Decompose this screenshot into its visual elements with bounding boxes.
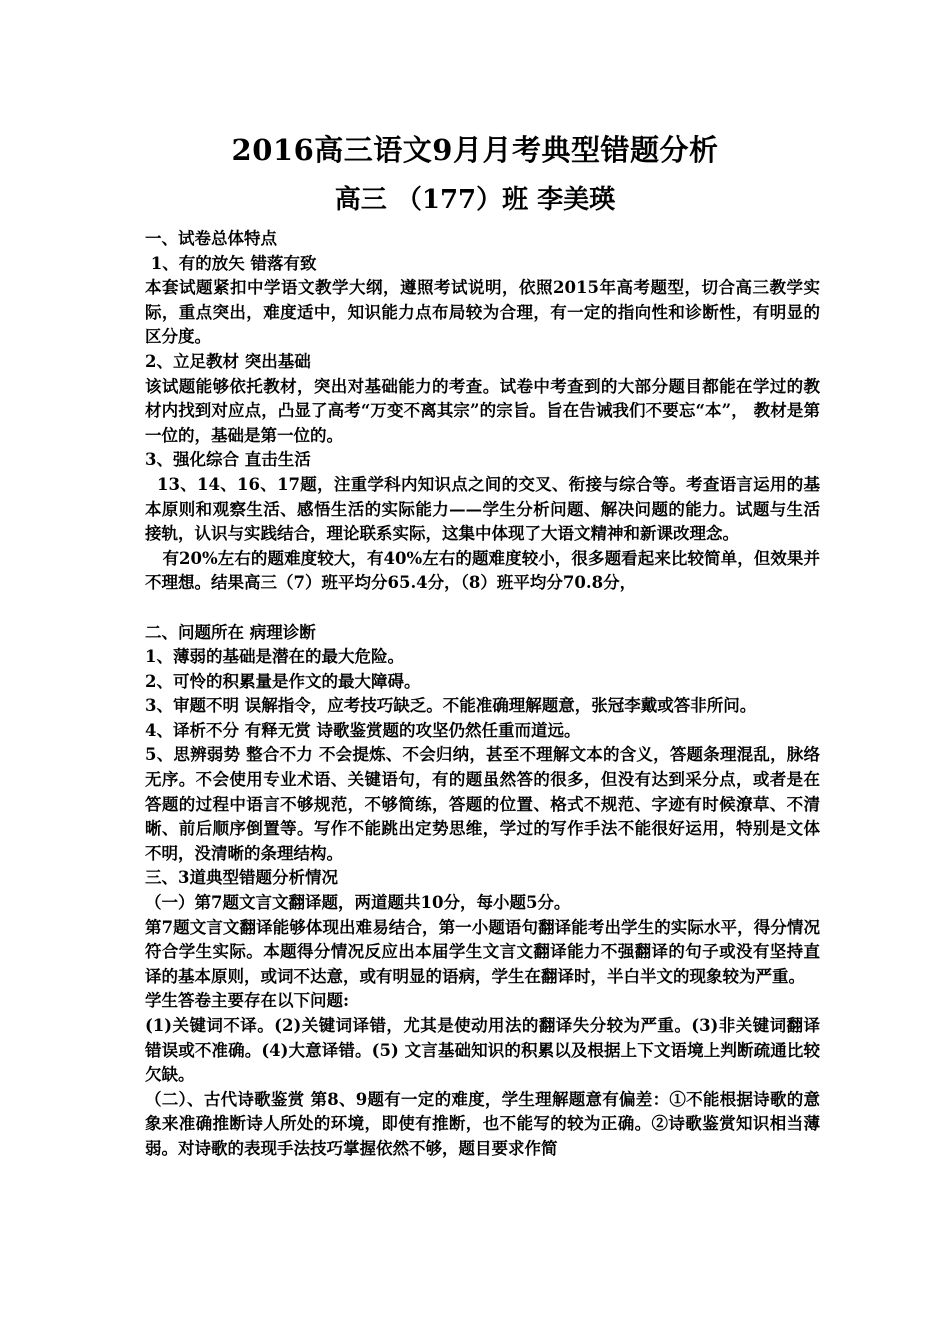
paragraph: 该试题能够依托教材，突出对基础能力的考查。试卷中考查到的大部分题目都能在学过的教材内找到对应点，凸显了高考“万变不离其宗”的宗旨。旨在告诫我们不要忘“本”， 教材是第一位的，基础是第一位的。 <box>145 376 820 445</box>
section-heading-3: 三、3道典型错题分析情况 <box>145 868 338 888</box>
list-item: 1、薄弱的基础是潜在的最大危险。 <box>145 647 404 667</box>
subheading-1-3: 3、强化综合 直击生活 <box>145 450 311 470</box>
paragraph: 有20%左右的题难度较大，有40%左右的题难度较小，很多题看起来比较简单，但效果并不理想。结果高三（7）班平均分65.4分，（8）班平均分70.8分， <box>145 548 821 593</box>
blank-line <box>145 596 820 621</box>
document-body <box>145 227 820 1162</box>
document-subtitle: 高三 （177）班 李美瑛 <box>334 185 616 215</box>
paragraph: 第7题文言文翻译能够体现出难易结合，第一小题语句翻译能考出学生的实际水平，得分情况符合学生实际。本题得分情况反应出本届学生文言文翻译能力不强翻译的句子或没有坚持直译的基本原则，或词不达意，或有明显的语病，学生在翻译时，半白半文的现象较为严重。 <box>145 917 820 986</box>
subheading-1-2: 2、立足教材 突出基础 <box>145 351 311 371</box>
list-item: 2、可怜的积累量是作文的最大障碍。 <box>145 671 421 691</box>
section-heading-2: 二、问题所在 病理诊断 <box>145 622 316 642</box>
list-item: 3、审题不明 误解指令，应考技巧缺乏。不能准确理解题意，张冠李戴或答非所问。 <box>145 696 757 716</box>
paragraph: 学生答卷主要存在以下问题: <box>145 991 350 1011</box>
paragraph: 本套试题紧扣中学语文教学大纲，遵照考试说明，依照2015年高考题型，切合高三教学实际，重点突出，难度适中，知识能力点布局较为合理，有一定的指向性和诊断性，有明显的区分度。 <box>145 278 820 347</box>
subheading-1-1: 1、有的放矢 错落有致 <box>145 253 317 273</box>
paragraph: （二）、古代诗歌鉴赏 第8、9题有一定的难度，学生理解题意有偏差：①不能根据诗歌的意象来准确推断诗人所处的环境，即使有推断，也不能写的较为正确。②诗歌鉴赏知识相当薄弱。对诗歌的表现手法技巧掌握依然不够，题目要求作简 <box>145 1089 820 1158</box>
paragraph: 13、14、16、17题，注重学科内知识点之间的交叉、衔接与综合等。考查语言运用的基本原则和观察生活、感悟生活的实际能力——学生分析问题、解决问题的能力。试题与生活接轨，认识与实践结合，理论联系实际，这集中体现了大语文精神和新课改理念。 <box>145 474 820 544</box>
document-title: 2016高三语文9月月考典型错题分析 <box>231 133 719 167</box>
list-item: 4、译析不分 有释无赏 诗歌鉴赏题的攻坚仍然任重而道远。 <box>145 720 581 740</box>
list-item: 5、思辨弱势 整合不力 不会提炼、不会归纳，甚至不理解文本的含义，答题条理混乱，脉络无序。不会使用专业术语、关键语句，有的题虽然答的很多，但没有达到采分点，或者是在答题的过程中语言不够规范，不够简练，答题的位置、格式不规范、字迹有时候潦草、不清晰、前后顺序倒置等。写作不能跳出定势思维，学过的写作手法不能很好运用，特别是文体不明，没清晰的条理结构。 <box>145 745 820 863</box>
subheading-3-1: （一）第7题文言文翻译题，两道题共10分，每小题5分。 <box>145 893 571 913</box>
section-heading-1: 一、试卷总体特点 <box>145 229 277 248</box>
paragraph: (1)关键词不译。(2)关键词译错，尤其是使动用法的翻译失分较为严重。(3)非关键词翻译错误或不准确。(4)大意译错。(5) 文言基础知识的积累以及根据上下文语境上判断疏通比较欠缺。 <box>145 1016 820 1085</box>
